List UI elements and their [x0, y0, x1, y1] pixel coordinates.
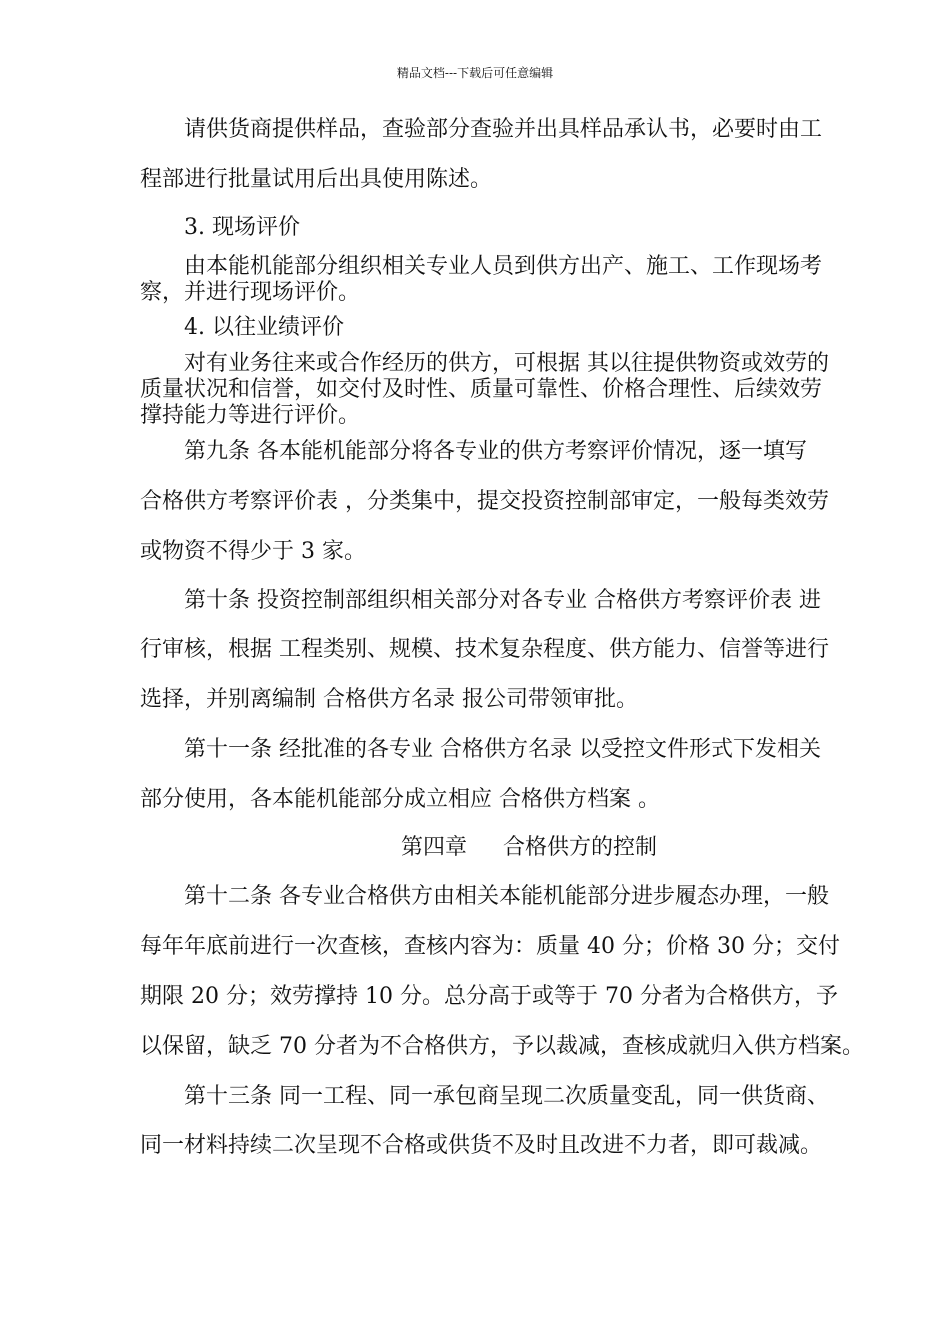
paragraph-line: 选择，并别离编制 合格供方名录 报公司带领审批。 [140, 687, 638, 712]
paragraph-line: 部分使用，各本能机能部分成立相应 合格供方档案 。 [140, 787, 660, 812]
paragraph-line: 每年年底前进行一次查核，查核内容为：质量 40 分；价格 30 分；交付 [140, 934, 840, 959]
paragraph-line: 由本能机能部分组织相关专业人员到供方出产、施工、工作现场考 [184, 254, 823, 279]
article-9-line: 第九条 各本能机能部分将各专业的供方考察评价情况，逐一填写 [184, 439, 807, 464]
article-11-line: 第十一条 经批准的各专业 合格供方名录 以受控文件形式下发相关 [184, 737, 821, 762]
paragraph-line: 期限 20 分；效劳撑持 10 分。总分高于或等于 70 分者为合格供方，予 [140, 984, 838, 1009]
paragraph-line: 程部进行批量试用后出具使用陈述。 [140, 167, 493, 192]
subsection-heading: 4. 以往业绩评价 [184, 315, 344, 340]
paragraph-line: 对有业务往来或合作经历的供方，可根据 其以往提供物资或效劳的 [184, 351, 829, 376]
paragraph-line: 行审核，根据 工程类别、规模、技术复杂程度、供方能力、信誉等进行 [140, 637, 829, 662]
paragraph-line: 合格供方考察评价表 ，分类集中，提交投资控制部审定，一般每类效劳 [140, 489, 829, 514]
chapter-heading: 第四章 合格供方的控制 [401, 835, 657, 860]
article-13-line: 第十三条 同一工程、同一承包商呈现二次质量变乱，同一供货商、 [184, 1084, 829, 1109]
article-10-line: 第十条 投资控制部组织相关部分对各专业 合格供方考察评价表 进 [184, 588, 821, 613]
paragraph-line: 质量状况和信誉，如交付及时性、质量可靠性、价格合理性、后续效劳 [140, 377, 823, 402]
paragraph-line: 同一材料持续二次呈现不合格或供货不及时且改进不力者，即可裁减。 [140, 1133, 823, 1158]
paragraph-line: 察，并进行现场评价。 [140, 280, 361, 305]
page-header: 精品文档---下载后可任意编辑 [396, 66, 554, 80]
paragraph-line: 请供货商提供样品，查验部分查验并出具样品承认书，必要时由工 [184, 117, 823, 142]
paragraph-line: 或物资不得少于 3 家。 [140, 539, 366, 564]
article-12-line: 第十二条 各专业合格供方由相关本能机能部分进步履态办理，一般 [184, 884, 829, 909]
paragraph-line: 以保留，缺乏 70 分者为不合格供方，予以裁减，查核成就归入供方档案。 [140, 1034, 864, 1059]
paragraph-line: 撑持能力等进行评价。 [140, 403, 361, 428]
subsection-heading: 3. 现场评价 [184, 215, 300, 240]
